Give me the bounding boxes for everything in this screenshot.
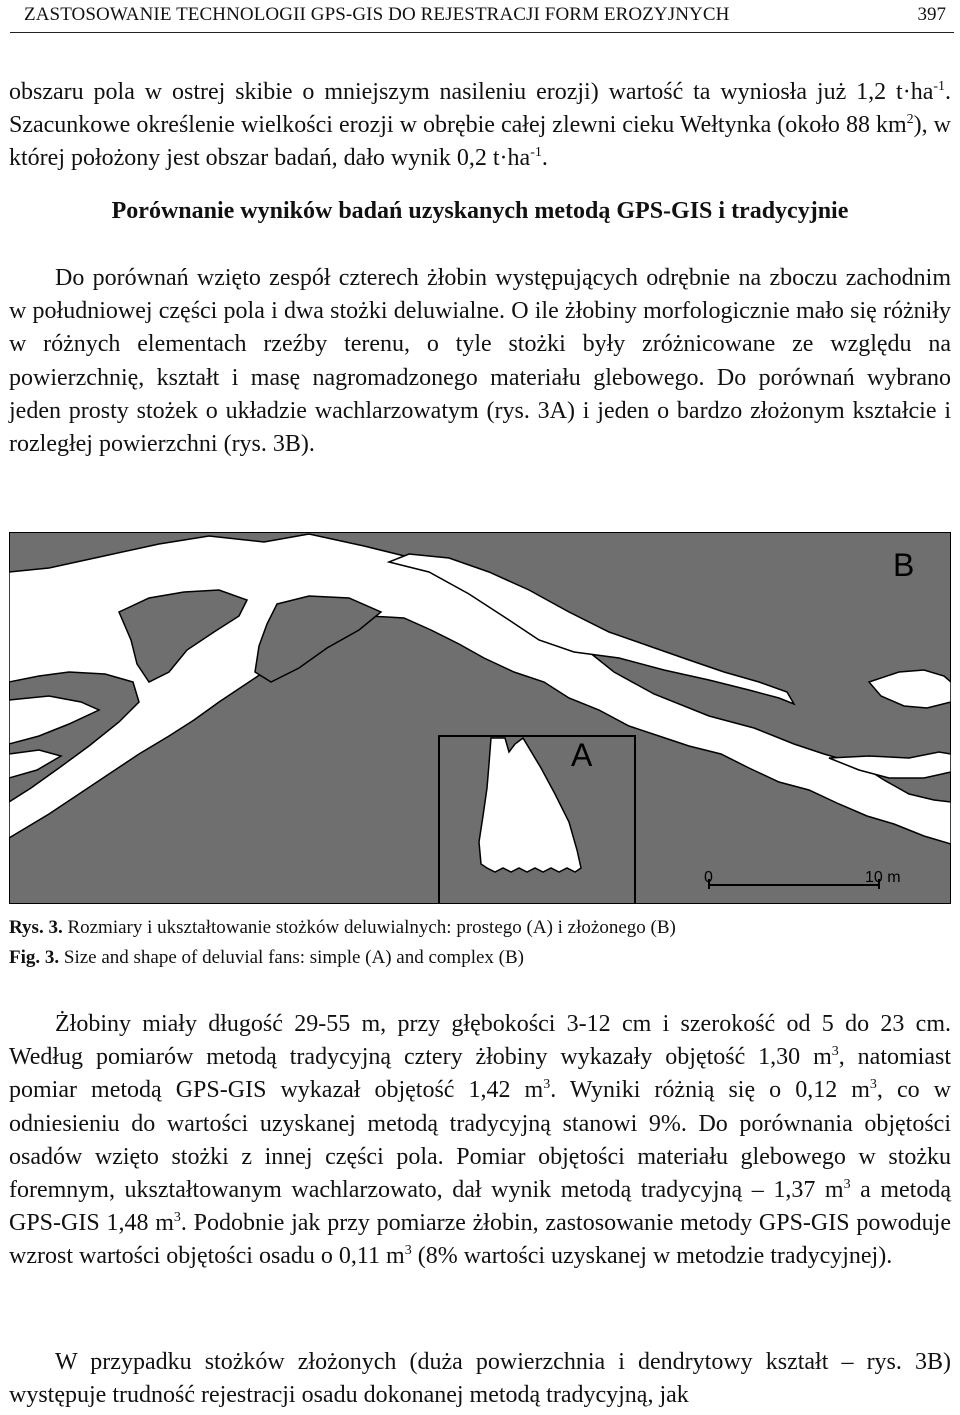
scale-start-label: 0 bbox=[704, 869, 713, 886]
closing-paragraph: W przypadku stożków złożonych (duża powierzchnia i dendrytowy kształt – rys. 3B) występuje trudność rejestracji osadu dokonanej metodą tradycyjną, jak bbox=[9, 1349, 951, 1409]
label-b: B bbox=[893, 547, 915, 583]
figure-caption-pl: Rys. 3. Rozmiary i ukształtowanie stożków deluwialnych: prostego (A) i złożonego (B) bbox=[9, 917, 676, 938]
scale-end-label: 10 m bbox=[865, 869, 901, 886]
intro-paragraph: obszaru pola w ostrej skibie o mniejszym nasileniu erozji) wartość ta wyniosła już 1,2 $t\cdot ha^{-1}$. Szacunkowe określenie wielkości erozji w obrębie całej zlewni cieku Wełtynka (około 88 $km^2$), w której położony jest obszar badań, dało wynik 0,2 $t\cdot ha^{-1}$. bbox=[9, 79, 952, 172]
section-heading: Porównanie wyników badań uzyskanych metodą GPS-GIS i tradycyjnie bbox=[111, 198, 849, 224]
page-number: 397 bbox=[917, 4, 946, 25]
figure-caption-en: Fig. 3. Size and shape of deluvial fans: simple (A) and complex (B) bbox=[9, 947, 524, 968]
section-paragraph: Do porównań wzięto zespół czterech żłobin występujących odrębnie na zboczu zachodnim w południowej części pola i dwa stożki deluwialne. O ile żłobiny morfologicznie mało się różniły w różnych elementach rzeźby terenu, o tyle stożki były zróżnicowane ze względu na powierzchnię, kształt i masę nagromadzonego materiału glebowego. Do porównań wybrano jeden prosty stożek o układzie wachlarzowatym (rys. 3A) i jeden o bardzo złożonym kształcie i rozległej powierzchni (rys. 3B). bbox=[9, 265, 951, 458]
results-paragraph: Żłobiny miały długość 29-55 m, przy głębokości 3-12 cm i szerokość od 5 do 23 cm. Według pomiarów metodą tradycyjną cztery żłobiny wykazały objętość 1,30 $m^3$, natomiast pomiar metodą GPS-GIS wykazał objętość 1,42 $m^3$. Wyniki różnią się o 0,12 $m^3$, co w odniesieniu do wartości uzyskanej metodą tradycyjną stanowi 9%. Do porównania objętości osadów wzięto stożki z innej części pola. Pomiar objętości materiału glebowego w stożku foremnym, ukształtowanym wachlarzowato, dał wynik metodą tradycyjną – 1,37 $m^3$ a metodą GPS-GIS 1,48 $m^3$. Podobnie jak przy pomiarze żłobin, zastosowanie metody GPS-GIS powoduje wzrost wartości objętości osadu o 0,11 $m^3$ (8% wartości uzyskanej w metodzie tradycyjnej). bbox=[9, 1011, 952, 1270]
deluvial-fans-map bbox=[9, 532, 951, 904]
running-header bbox=[10, 2, 954, 33]
figure-3 bbox=[9, 532, 951, 904]
running-title: ZASTOSOWANIE TECHNOLOGII GPS-GIS DO REJESTRACJI FORM EROZYJNYCH bbox=[24, 4, 730, 25]
label-a: A bbox=[571, 737, 593, 773]
